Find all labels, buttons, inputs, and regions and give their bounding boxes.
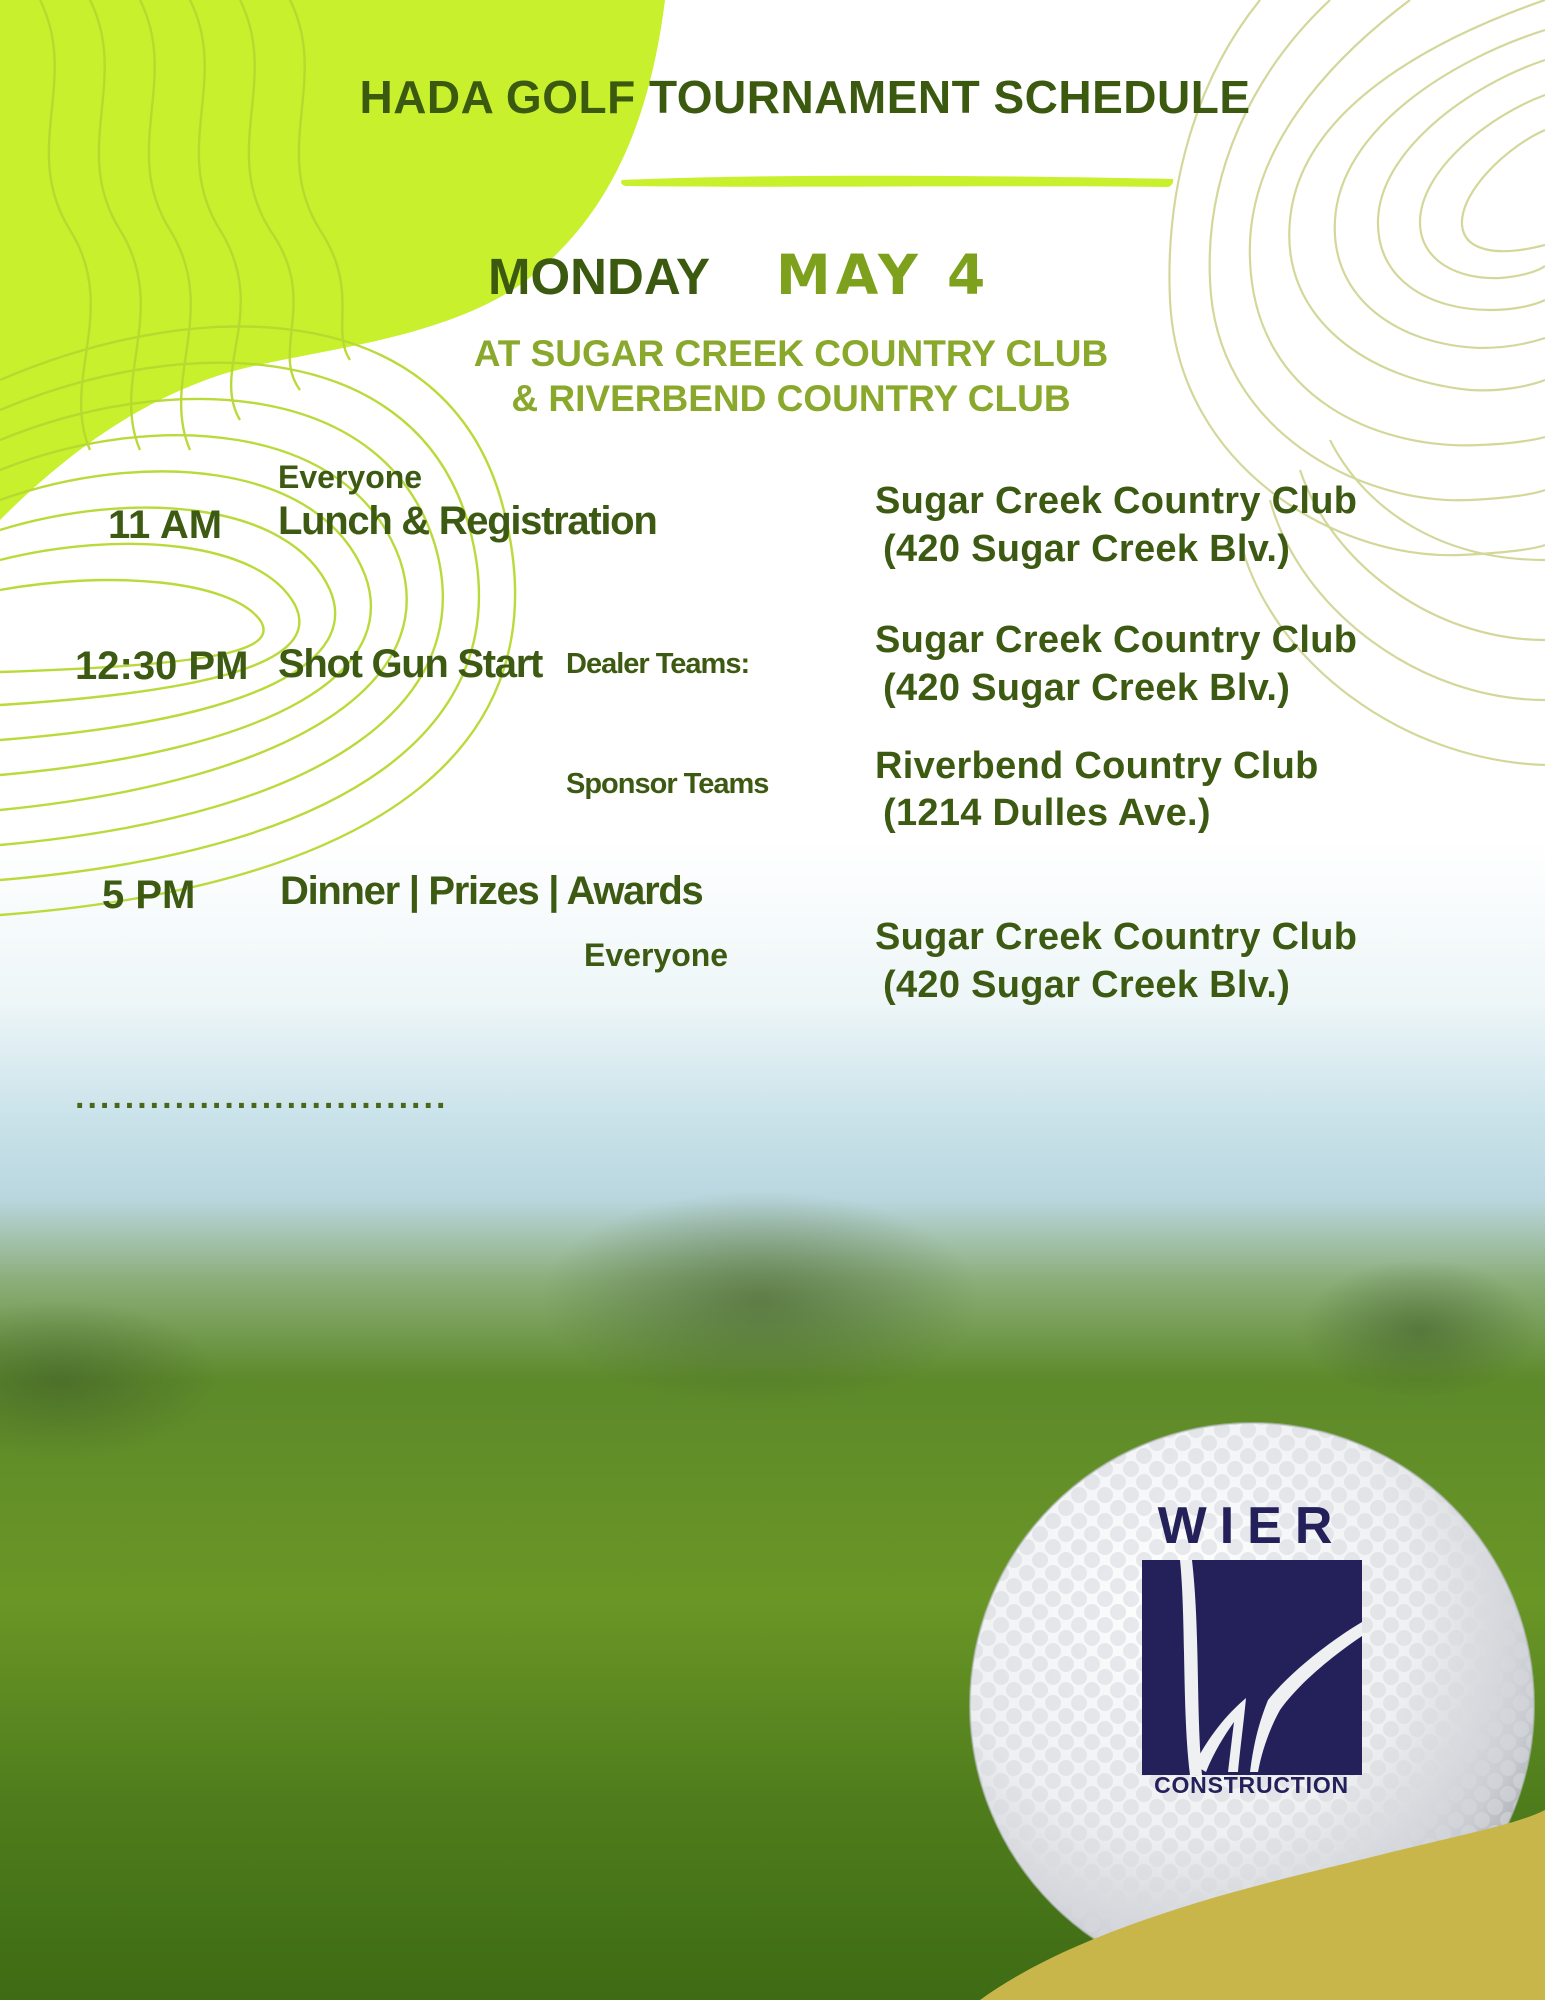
venue-line-1: AT SUGAR CREEK COUNTRY CLUB bbox=[473, 333, 1109, 374]
event-date: MAY 4 bbox=[776, 243, 991, 307]
team-label-dealer: Dealer Teams: bbox=[566, 648, 750, 680]
logo-wordmark: WIER bbox=[1157, 1497, 1346, 1555]
audience-label: Everyone bbox=[584, 937, 729, 973]
audience-label: Everyone bbox=[278, 459, 423, 495]
schedule-time: 11 AM bbox=[108, 503, 223, 547]
location-address: (420 Sugar Creek Blv.) bbox=[883, 964, 1291, 1006]
location-name: Riverbend Country Club bbox=[875, 745, 1319, 787]
schedule-time: 12:30 PM bbox=[75, 644, 249, 688]
schedule-event: Shot Gun Start bbox=[278, 642, 543, 686]
schedule-time: 5 PM bbox=[102, 873, 196, 917]
logo-subtitle: CONSTRUCTION bbox=[1154, 1772, 1349, 1798]
location-address: (1214 Dulles Ave.) bbox=[883, 792, 1211, 834]
wier-construction-logo bbox=[1137, 1497, 1366, 1800]
location-name: Sugar Creek Country Club bbox=[875, 916, 1358, 958]
location-address: (420 Sugar Creek Blv.) bbox=[883, 667, 1291, 709]
page-title: HADA GOLF TOURNAMENT SCHEDULE bbox=[359, 71, 1251, 123]
brush-stroke-divider bbox=[620, 172, 1175, 190]
event-day: MONDAY bbox=[488, 248, 710, 305]
location-name: Sugar Creek Country Club bbox=[875, 619, 1358, 661]
logo-w-mark-icon bbox=[1142, 1560, 1362, 1775]
venue-line-2: & RIVERBEND COUNTRY CLUB bbox=[511, 378, 1071, 419]
dotted-divider: .............................. bbox=[75, 1078, 449, 1116]
schedule-event: Dinner | Prizes | Awards bbox=[280, 869, 703, 913]
location-address: (420 Sugar Creek Blv.) bbox=[883, 528, 1291, 570]
schedule-event: Lunch & Registration bbox=[278, 499, 657, 543]
location-name: Sugar Creek Country Club bbox=[875, 480, 1358, 522]
team-label-sponsor: Sponsor Teams bbox=[566, 768, 769, 800]
